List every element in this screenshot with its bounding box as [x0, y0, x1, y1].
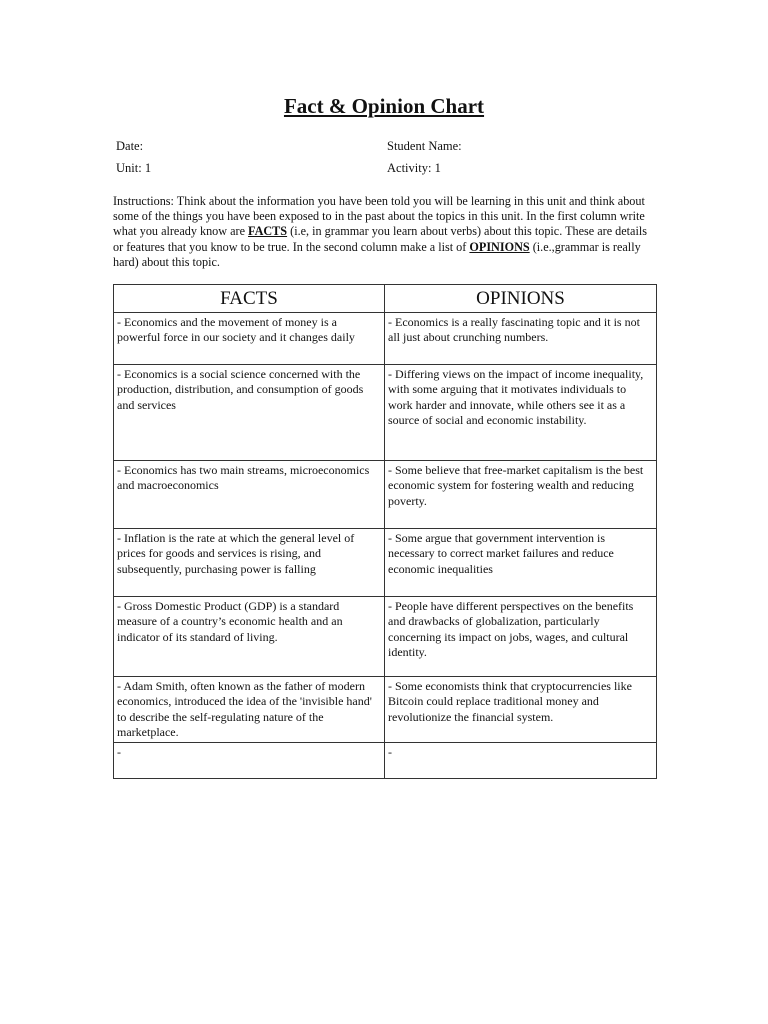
fact-cell[interactable]: - Economics and the movement of money is a powerful force in our society and it changes daily: [114, 313, 385, 365]
fact-cell[interactable]: - Gross Domestic Product (GDP) is a standard measure of a country’s economic health and an indicator of its standard of living.: [114, 597, 385, 677]
table-row: [114, 461, 657, 529]
activity-label: Activity: 1: [387, 161, 441, 175]
table-row: [114, 313, 657, 365]
fact-cell[interactable]: - Inflation is the rate at which the general level of prices for goods and services is rising, and subsequently, purchasing power is falling: [114, 529, 385, 597]
opinion-cell[interactable]: -: [385, 743, 657, 779]
unit-label: Unit: 1: [116, 161, 152, 175]
table-row: [114, 677, 657, 743]
opinion-cell[interactable]: - Economics is a really fascinating topic and it is not all just about crunching numbers.: [385, 313, 657, 365]
instructions: [113, 194, 658, 270]
table-row: [114, 529, 657, 597]
table-row: [114, 597, 657, 677]
opinion-cell[interactable]: - Differing views on the impact of income inequality, with some arguing that it motivates individuals to work harder and innovate, while others see it as a source of social and economic instability.: [385, 365, 657, 461]
opinions-emphasis: OPINIONS: [469, 239, 530, 254]
fact-opinion-table: [113, 284, 657, 779]
instructions-text-2: (i.e, in grammar you learn about verbs) about this topic. These are details or features that you know to be true. In the second column make a list of: [113, 224, 647, 254]
instructions-text-3: (i.e.,grammar is really hard) about this topic.: [113, 239, 641, 269]
fact-cell[interactable]: - Economics has two main streams, microeconomics and macroeconomics: [114, 461, 385, 529]
facts-header: FACTS: [114, 285, 385, 313]
opinion-cell[interactable]: - Some economists think that cryptocurrencies like Bitcoin could replace traditional money and revolutionize the financial system.: [385, 677, 657, 743]
date-label: Date:: [116, 139, 144, 153]
fact-cell[interactable]: -: [114, 743, 385, 779]
facts-emphasis: FACTS: [248, 224, 288, 239]
opinion-cell[interactable]: - Some argue that government intervention is necessary to correct market failures and reduce economic inequalities: [385, 529, 657, 597]
fact-cell[interactable]: - Economics is a social science concerned with the production, distribution, and consumption of goods and services: [114, 365, 385, 461]
opinion-cell[interactable]: - People have different perspectives on the benefits and drawbacks of globalization, particularly concerning its impact on jobs, wages, and cultural identity.: [385, 597, 657, 677]
fact-cell[interactable]: - Adam Smith, often known as the father of modern economics, introduced the idea of the 'invisible hand' to describe the self-regulating nature of the marketplace.: [114, 677, 385, 743]
table-row: [114, 743, 657, 779]
opinions-header: OPINIONS: [385, 285, 657, 313]
instructions-text-1: Instructions: Think about the information you have been told you will be learning in this unit and think about some of the things you have been exposed to in the past about the topics in this unit. In the first column write what you already know are: [113, 194, 645, 239]
opinion-cell[interactable]: - Some believe that free-market capitalism is the best economic system for fostering wealth and reducing poverty.: [385, 461, 657, 529]
page-title: Fact & Opinion Chart: [283, 94, 485, 118]
table-header-row: [114, 285, 657, 313]
student-name-label: Student Name:: [387, 139, 462, 153]
table-row: [114, 365, 657, 461]
